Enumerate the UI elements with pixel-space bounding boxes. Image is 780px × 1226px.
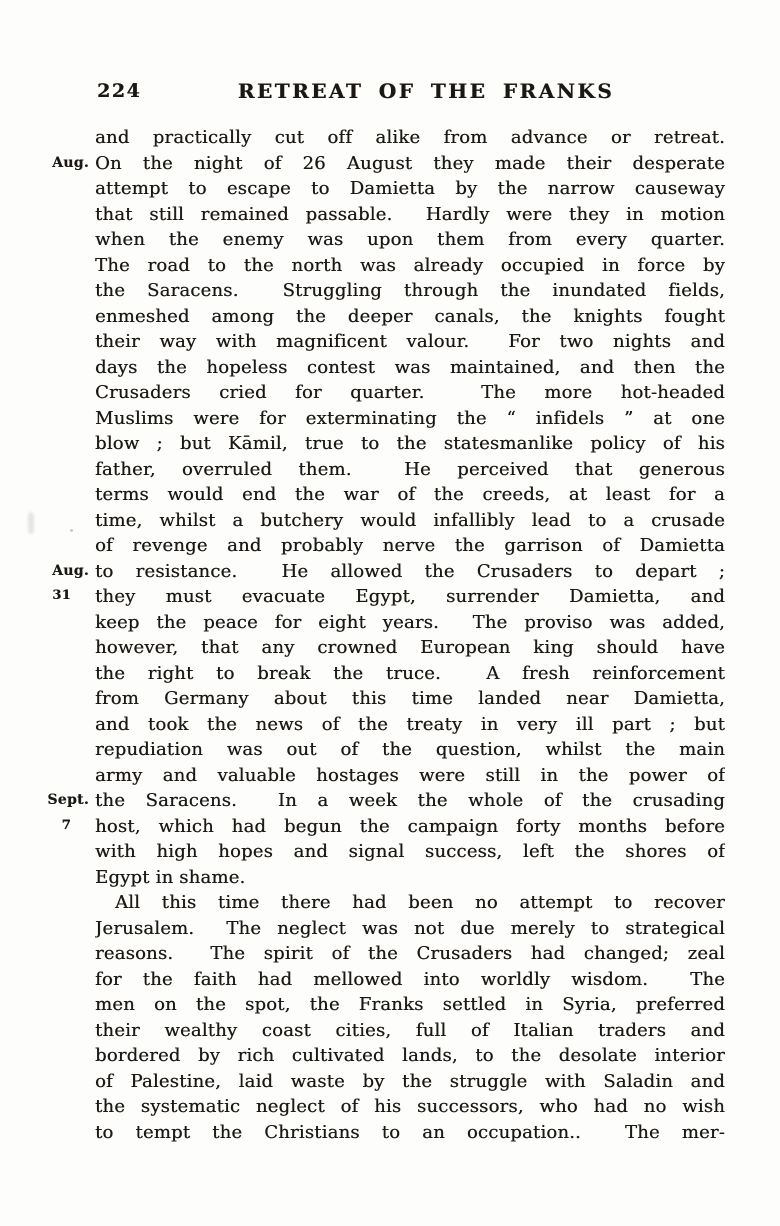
margin-gutter [0,380,95,406]
line-text: and practically cut off alike from advance or retreat. [95,127,725,148]
line-text: their wealthy coast cities, full of Italian traders and [95,1019,725,1041]
line-text: however, that any crowned European king should have [95,637,725,658]
line-text: host, which had begun the campaign forty months before [95,815,725,837]
margin-gutter [0,508,95,534]
running-title: RETREAT OF THE FRANKS [237,79,615,103]
text-line [0,1120,780,1146]
text-line [0,610,780,636]
scan-smudge-artifact [28,512,34,534]
line-text: father, overruled them. He perceived that generous [95,458,725,480]
line-text: their way with magnificent valour. For two nights and [95,331,725,352]
line-text: bordered by rich cultivated lands, to the desolate interior [95,1045,725,1066]
margin-date-note: Sept. [47,792,89,808]
text-line [0,1069,780,1095]
margin-gutter [0,763,95,789]
margin-gutter [0,304,95,330]
margin-gutter [0,916,95,942]
text-line [0,227,780,253]
line-text: repudiation was out of the question, whilst the main [95,739,725,760]
text-line [0,635,780,661]
text-line [0,329,780,355]
text-line [0,712,780,738]
line-text: Egypt in shame. [95,866,246,888]
margin-gutter [0,610,95,636]
margin-gutter [0,482,95,508]
margin-gutter [0,431,95,457]
margin-gutter [0,1018,95,1044]
line-text: All this time there had been no attempt to recover [115,892,725,913]
text-line [0,457,780,483]
text-line [0,176,780,202]
text-line [0,380,780,406]
margin-gutter [0,329,95,355]
text-line [0,202,780,228]
margin-date-note: Aug. [52,562,89,579]
line-text: army and valuable hostages were still in the power of [95,764,725,786]
line-text: terms would end the war of the creeds, at least for a [95,484,725,505]
margin-gutter [0,941,95,967]
text-line [0,508,780,534]
margin-gutter [0,712,95,738]
text-line [0,737,780,763]
line-text: the Saracens. Struggling through the inundated fields, [95,280,725,301]
margin-gutter [0,227,95,253]
margin-gutter [0,533,95,559]
margin-date-note: 7 [61,817,71,833]
line-text: of revenge and probably nerve the garrison of Damietta [95,535,725,556]
text-line [0,890,780,916]
text-line [0,1043,780,1069]
margin-date-note: Aug. [52,154,89,171]
margin-gutter [0,406,95,432]
line-text: when the enemy was upon them from every quarter. [95,229,725,250]
line-text: the systematic neglect of his successors, who had no wish [95,1096,725,1117]
margin-gutter [0,839,95,865]
margin-gutter [0,202,95,228]
line-text: men on the spot, the Franks settled in Syria, preferred [95,994,725,1015]
line-text: for the faith had mellowed into worldly wisdom. The [95,968,725,990]
text-line [0,1018,780,1044]
margin-gutter [0,967,95,993]
text-line [0,967,780,993]
scan-dot-artifact [70,529,73,532]
margin-gutter [0,890,95,916]
text-line [0,584,780,610]
margin-gutter [0,125,95,151]
line-text: attempt to escape to Damietta by the narrow causeway [95,178,725,199]
text-line [0,151,780,177]
margin-gutter [0,1094,95,1120]
text-line [0,839,780,865]
line-text: of Palestine, laid waste by the struggle with Saladin and [95,1070,725,1092]
line-text: the Saracens. In a week the whole of the crusading [95,790,725,811]
margin-gutter [0,992,95,1018]
margin-date-note: 31 [52,588,71,603]
margin-gutter [0,1043,95,1069]
line-text: Crusaders cried for quarter. The more hot-headed [95,382,725,403]
text-line [0,125,780,151]
text-line [0,431,780,457]
text-line [0,814,780,840]
text-line [0,482,780,508]
line-text: the right to break the truce. A fresh reinforcement [95,662,725,684]
margin-gutter [0,661,95,687]
margin-gutter [0,457,95,483]
line-text: they must evacuate Egypt, surrender Damietta, and [95,586,725,607]
page-number: 224 [97,80,142,102]
line-text: reasons. The spirit of the Crusaders had changed; zeal [95,943,725,964]
text-line [0,559,780,585]
text-line [0,661,780,687]
text-line [0,916,780,942]
body-text [0,125,780,1145]
margin-gutter [0,686,95,712]
line-text: time, whilst a butchery would infallibly lead to a crusade [95,509,725,531]
text-line [0,304,780,330]
text-line [0,406,780,432]
line-text: enmeshed among the deeper canals, the knights fought [95,305,725,327]
running-header [0,79,780,103]
text-line [0,763,780,789]
margin-gutter [0,635,95,661]
margin-gutter [0,1120,95,1146]
text-line [0,533,780,559]
text-line [0,941,780,967]
text-line [0,788,780,814]
line-text: blow ; but Kāmil, true to the statesmanlike policy of his [95,433,725,454]
text-line [0,355,780,381]
line-text: to resistance. He allowed the Crusaders to depart ; [95,560,725,582]
line-text: and took the news of the treaty in very ill part ; but [95,713,725,735]
line-text: Muslims were for exterminating the “ infidels ” at one [95,407,725,429]
text-line [0,1094,780,1120]
margin-gutter [0,737,95,763]
margin-gutter [0,278,95,304]
line-text: with high hopes and signal success, left the shores of [95,841,725,862]
text-line [0,278,780,304]
line-text: that still remained passable. Hardly were they in motion [95,203,725,225]
text-line [0,686,780,712]
text-line [0,992,780,1018]
line-text: Jerusalem. The neglect was not due merely to strategical [95,917,725,939]
line-text: keep the peace for eight years. The proviso was added, [95,611,725,633]
text-line [0,253,780,279]
line-text: to tempt the Christians to an occupation.. The mer- [95,1121,725,1143]
margin-gutter [0,1069,95,1095]
margin-gutter [0,865,95,891]
margin-gutter [0,253,95,279]
margin-gutter [0,176,95,202]
margin-gutter [0,355,95,381]
line-text: days the hopeless contest was maintained, and then the [95,356,725,378]
line-text: On the night of 26 August they made their desperate [95,152,725,174]
text-line [0,865,780,891]
line-text: The road to the north was already occupied in force by [95,254,725,276]
line-text: from Germany about this time landed near Damietta, [95,688,725,709]
